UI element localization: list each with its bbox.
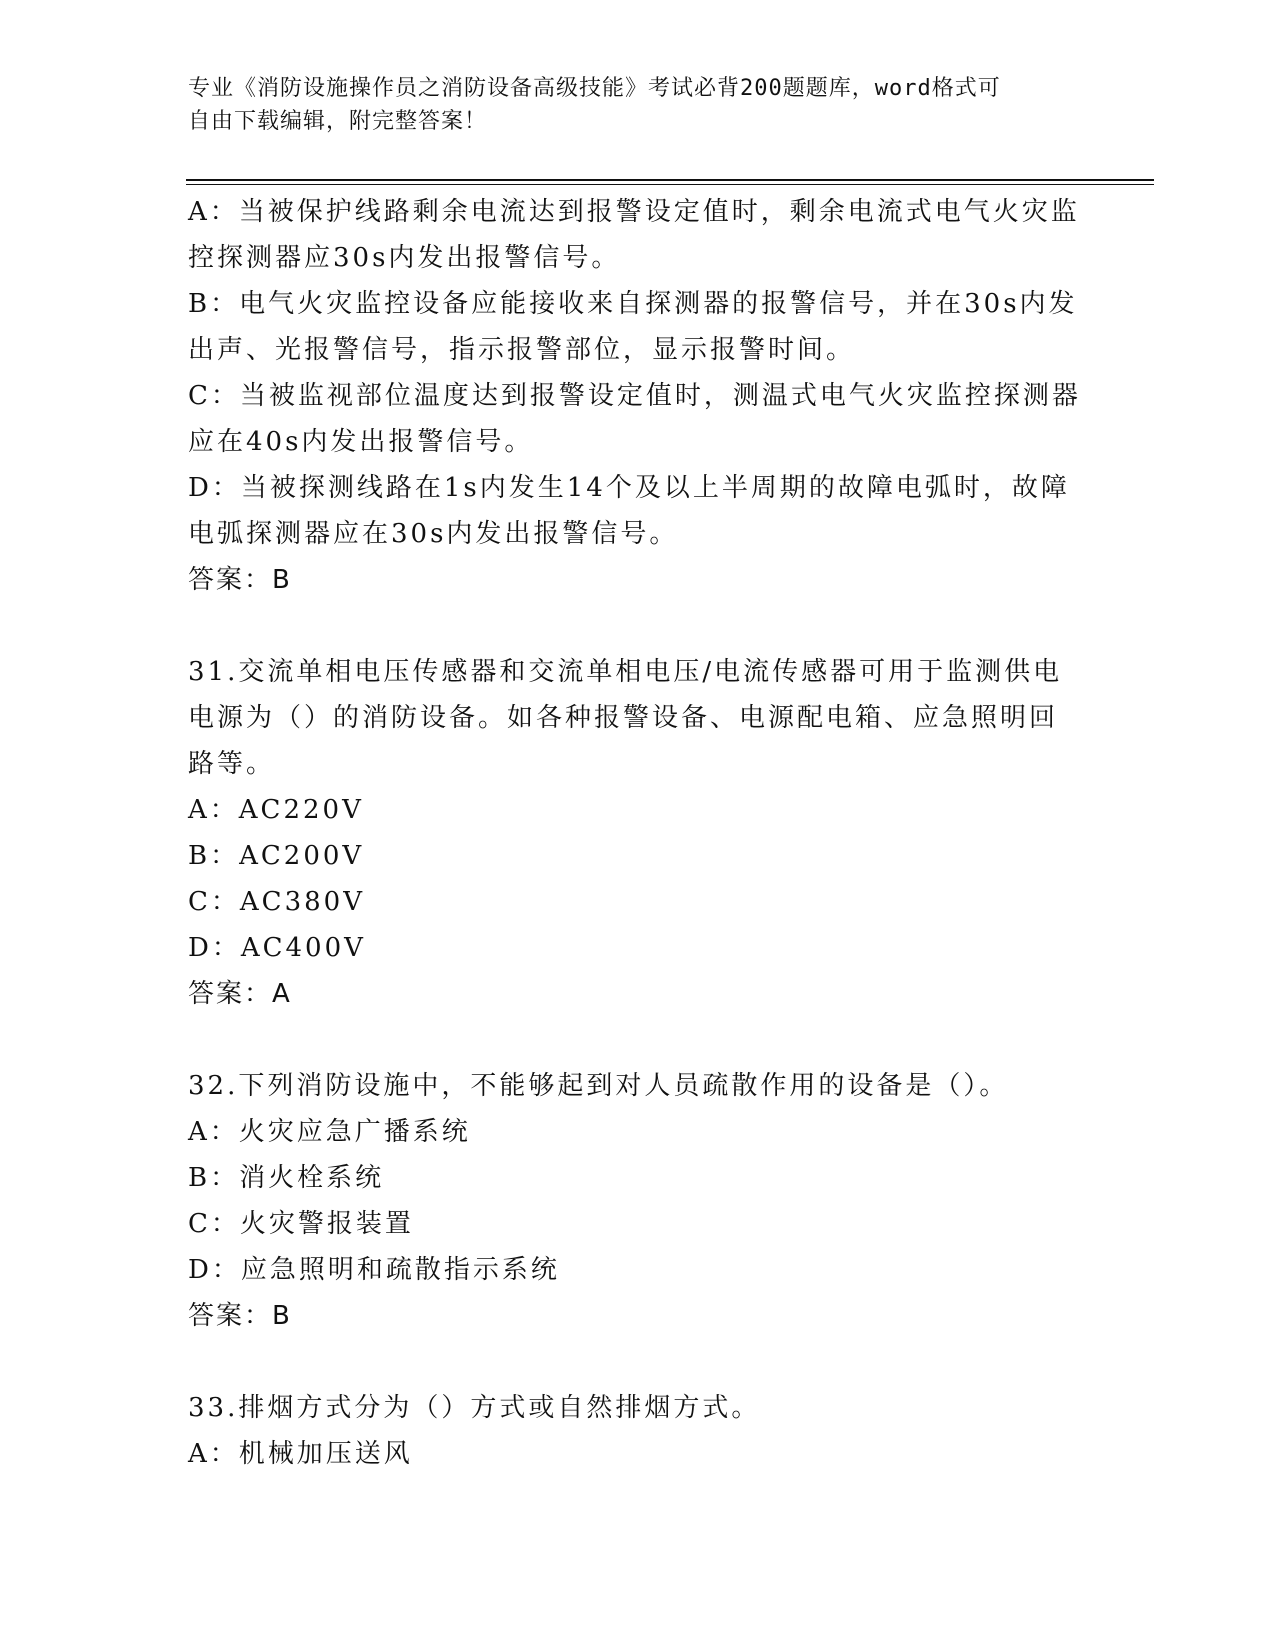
- question-prev: [188, 189, 1088, 603]
- option-line: 电弧探测器应在30s内发出报警信号。: [188, 519, 679, 549]
- option-c: C：火灾警报装置: [188, 1209, 414, 1239]
- document-header: [188, 72, 1068, 138]
- question-stem: 电源为（）的消防设备。如各种报警设备、电源配电箱、应急照明回: [188, 703, 1059, 733]
- option-a: A：机械加压送风: [188, 1439, 413, 1469]
- option-a: A：AC220V: [188, 795, 364, 825]
- header-rule-thin: [186, 184, 1154, 185]
- option-c: C：AC380V: [188, 887, 365, 917]
- option-b: B：AC200V: [188, 841, 365, 871]
- spacer: [188, 1339, 1088, 1385]
- option-line: 控探测器应30s内发出报警信号。: [188, 243, 621, 273]
- option-line: A：当被保护线路剩余电流达到报警设定值时，剩余电流式电气火灾监: [188, 197, 1080, 227]
- question-stem: 33.排烟方式分为（）方式或自然排烟方式。: [188, 1393, 761, 1423]
- option-b: B：消火栓系统: [188, 1163, 385, 1193]
- option-line: C：当被监视部位温度达到报警设定值时，测温式电气火灾监控探测器: [188, 381, 1081, 411]
- spacer: [188, 1017, 1088, 1063]
- option-line: B：电气火灾监控设备应能接收来自探测器的报警信号，并在30s内发: [188, 289, 1078, 319]
- option-line: 应在40s内发出报警信号。: [188, 427, 534, 457]
- header-title-line-1: 专业《消防设施操作员之消防设备高级技能》考试必背200题题库，word格式可: [188, 76, 1001, 101]
- question-content: [188, 189, 1088, 1477]
- answer-label: 答案：A: [188, 979, 292, 1009]
- header-title-line-2: 自由下载编辑，附完整答案！: [188, 109, 488, 134]
- question-31: [188, 649, 1088, 1017]
- answer-label: 答案：B: [188, 1301, 292, 1331]
- option-line: 出声、光报警信号，指示报警部位，显示报警时间。: [188, 335, 856, 365]
- option-a: A：火灾应急广播系统: [188, 1117, 471, 1147]
- option-d: D：AC400V: [188, 933, 366, 963]
- question-stem: 32.下列消防设施中，不能够起到对人员疏散作用的设备是（）。: [188, 1071, 1009, 1101]
- option-line: D：当被探测线路在1s内发生14个及以上半周期的故障电弧时，故障: [188, 473, 1070, 503]
- question-33: [188, 1385, 1088, 1477]
- spacer: [188, 603, 1088, 649]
- question-32: [188, 1063, 1088, 1339]
- question-stem: 路等。: [188, 749, 276, 779]
- question-stem: 31.交流单相电压传感器和交流单相电压/电流传感器可用于监测供电: [188, 657, 1063, 687]
- option-d: D：应急照明和疏散指示系统: [188, 1255, 560, 1285]
- header-rule-thick: [186, 179, 1154, 181]
- answer-label: 答案：B: [188, 565, 292, 595]
